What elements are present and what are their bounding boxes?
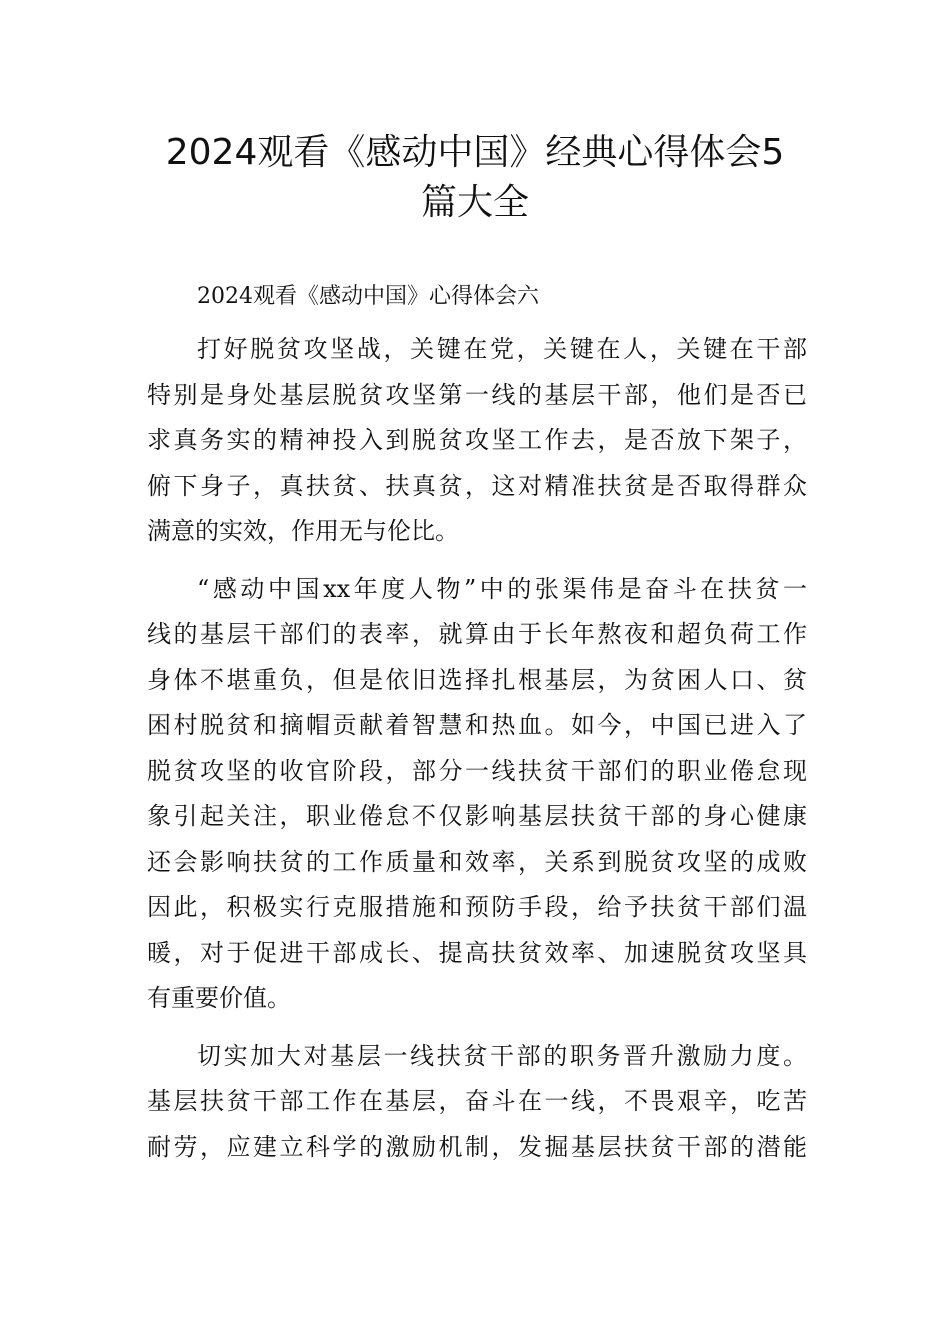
section-subheading: 2024观看《感动中国》心得体会六	[197, 284, 539, 309]
paragraph-line: 俯下身子，真扶贫、扶真贫，这对精准扶贫是否取得群众	[147, 471, 807, 500]
paragraph-line: 暖，对于促进干部成长、提高扶贫效率、加速脱贫攻坚具	[147, 938, 807, 967]
paragraph-line: 满意的实效，作用无与伦比。	[147, 517, 459, 545]
paragraph-line: 脱贫攻坚的收官阶段，部分一线扶贫干部们的职业倦怠现	[147, 756, 807, 785]
paragraph-1	[147, 327, 807, 555]
paragraph-line: 线的基层干部们的表率，就算由于长年熬夜和超负荷工作	[147, 620, 807, 648]
paragraph-line: 求真务实的精神投入到脱贫攻坚工作去，是否放下架子，	[147, 426, 807, 454]
title-line-1: 2024观看《感动中国》经典心得体会5	[165, 132, 785, 173]
document-body	[147, 283, 807, 1182]
document-title	[100, 128, 850, 228]
paragraph-line: 象引起关注，职业倦怠不仅影响基层扶贫干部的身心健康	[147, 802, 807, 830]
title-line-2: 篇大全	[420, 182, 529, 223]
paragraph-line: 有重要价值。	[147, 984, 291, 1012]
paragraph-line: 因此，积极实行克服措施和预防手段，给予扶贫干部们温	[147, 893, 807, 921]
paragraph-line: 基层扶贫干部工作在基层，奋斗在一线，不畏艰辛，吃苦	[147, 1087, 807, 1115]
paragraph-line: 打好脱贫攻坚战，关键在党，关键在人，关键在干部	[197, 335, 807, 363]
paragraph-3	[147, 1034, 807, 1171]
paragraph-line: 困村脱贫和摘帽贡献着智慧和热血。如今，中国已进入了	[147, 711, 807, 739]
paragraph-line: 耐劳，应建立科学的激励机制，发掘基层扶贫干部的潜能	[147, 1132, 807, 1161]
paragraph-line: 还会影响扶贫的工作质量和效率，关系到脱贫攻坚的成败	[147, 847, 807, 876]
paragraph-line: 身体不堪重负，但是依旧选择扎根基层，为贫困人口、贫	[147, 665, 807, 694]
paragraph-line: “感动中国xx年度人物”中的张渠伟是奋斗在扶贫一	[197, 574, 807, 603]
paragraph-2	[147, 567, 807, 1022]
paragraph-line: 切实加大对基层一线扶贫干部的职务晋升激励力度。	[197, 1041, 807, 1070]
paragraph-line: 特别是身处基层脱贫攻坚第一线的基层干部，他们是否已	[147, 380, 807, 409]
